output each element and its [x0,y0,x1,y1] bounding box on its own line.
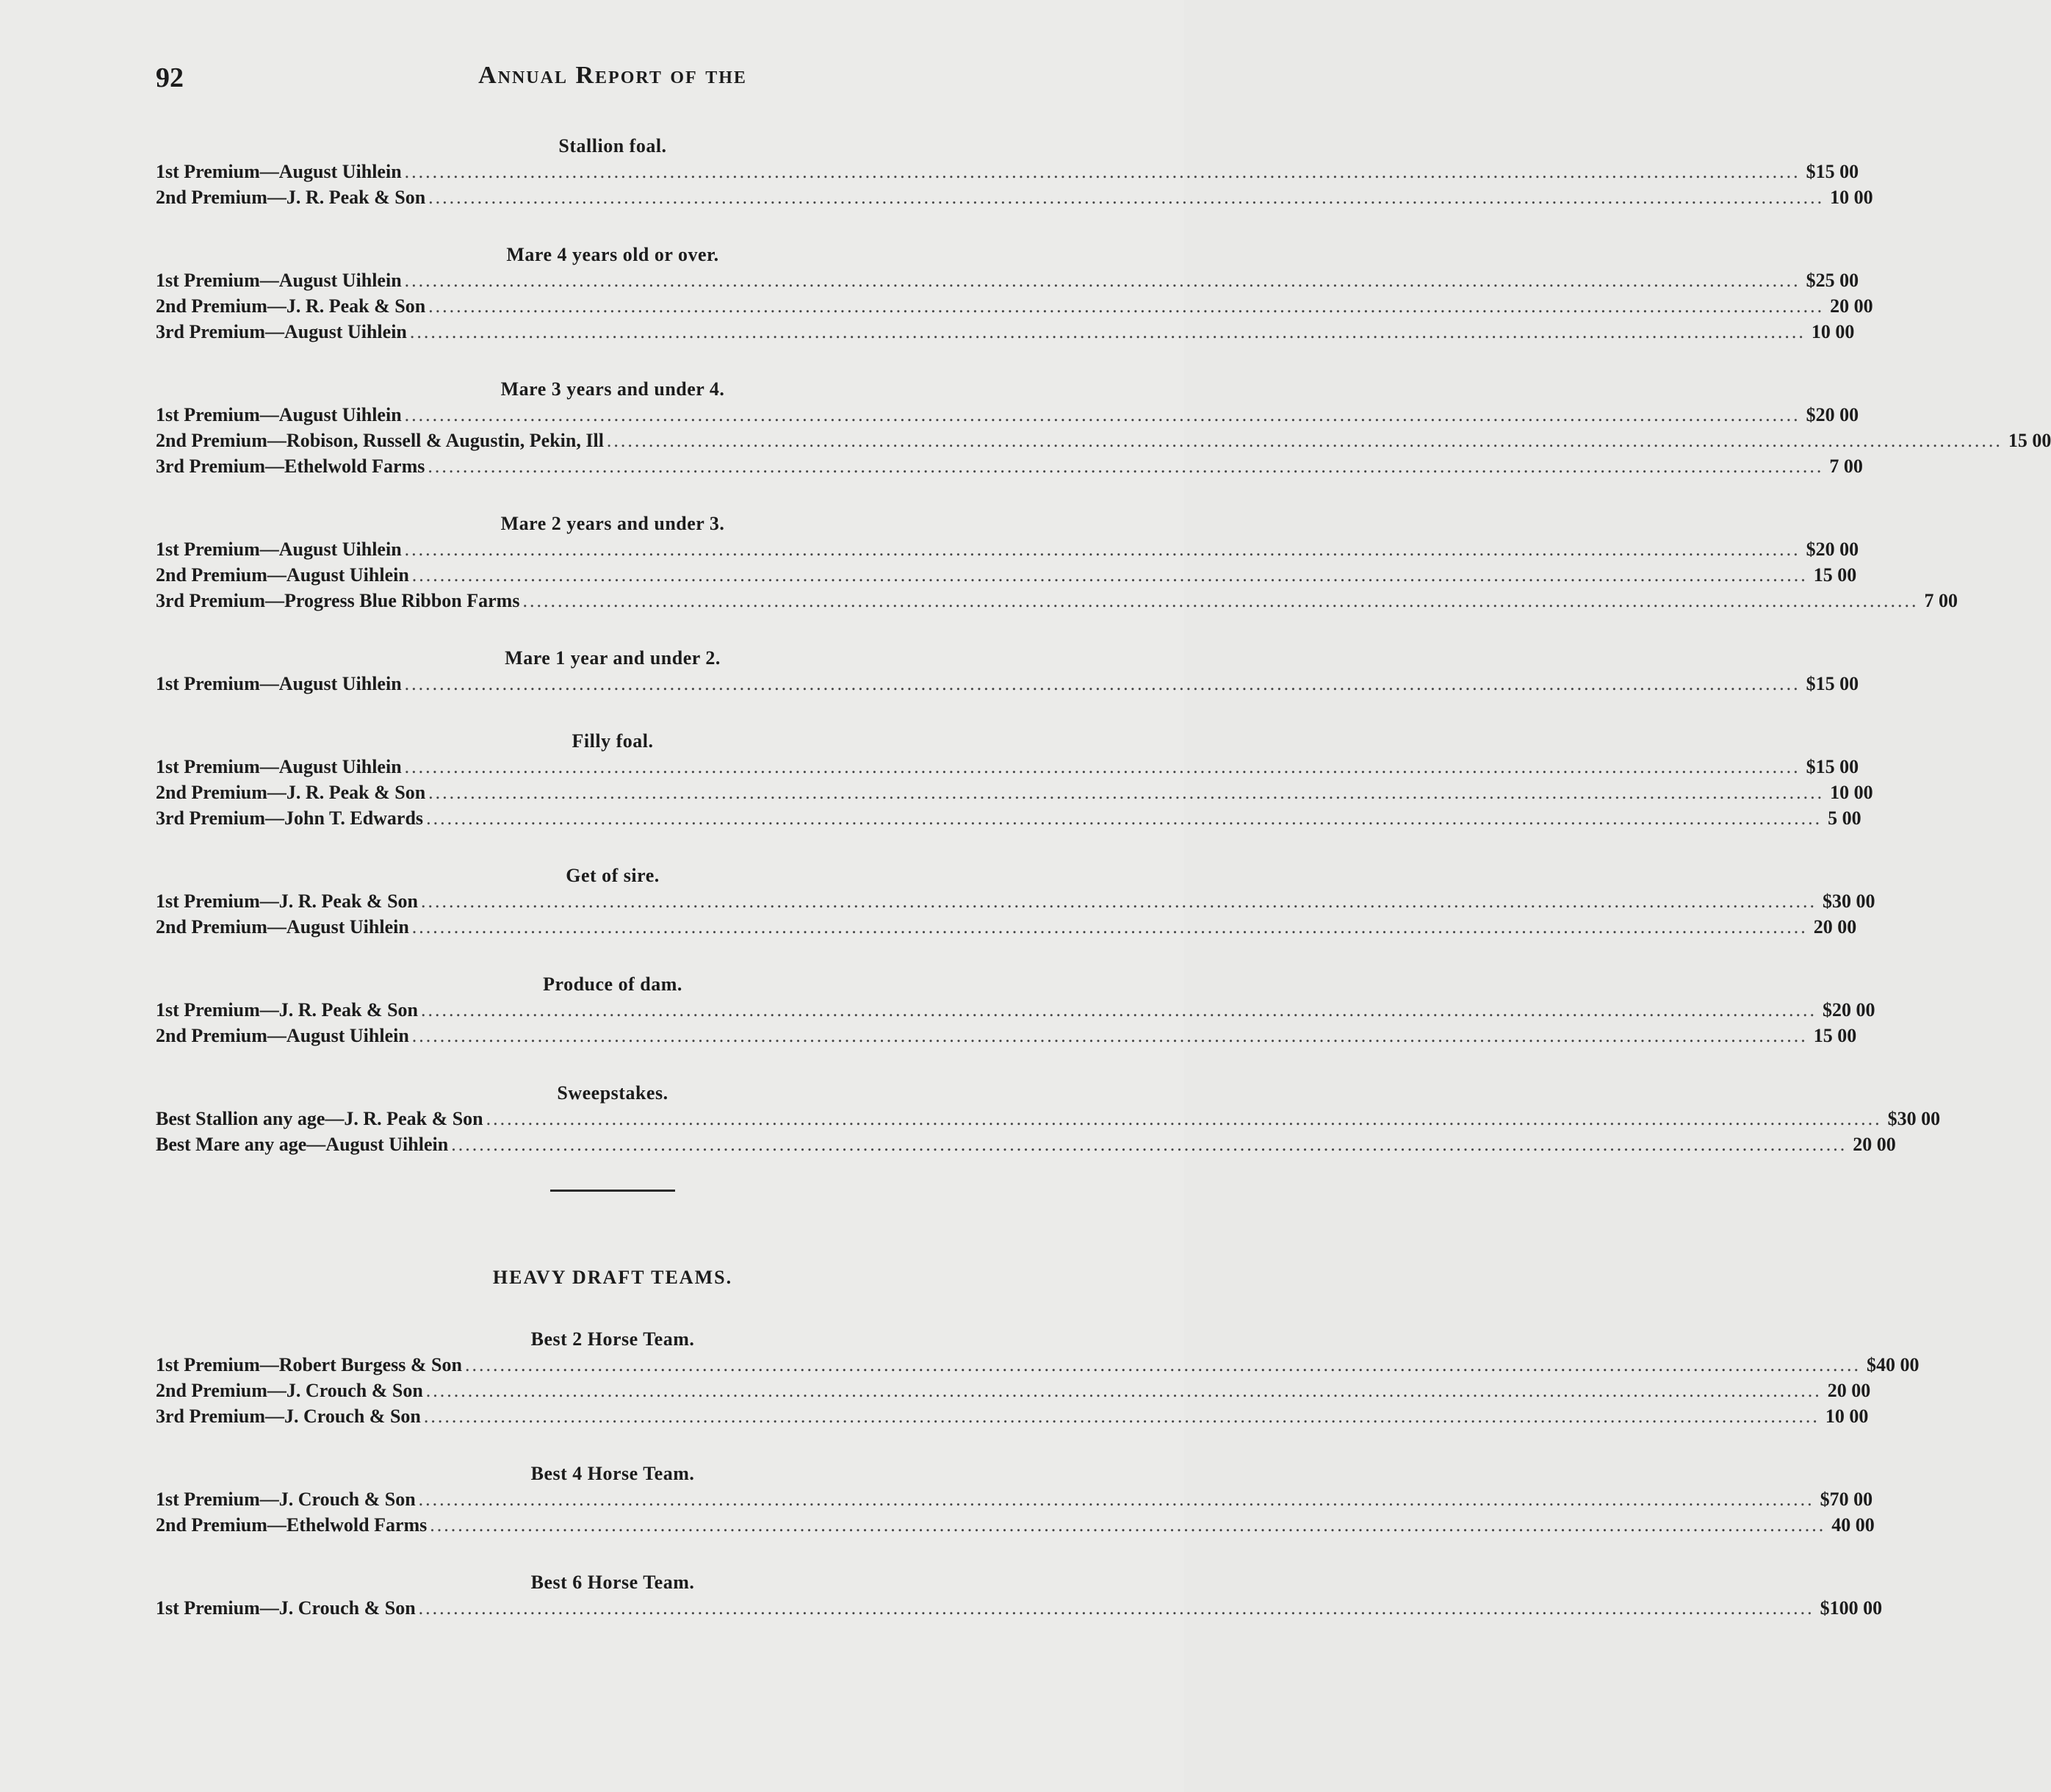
premium-list-bottom [156,1327,1920,1621]
premium-section [156,646,1859,697]
premium-section [156,1461,1875,1538]
premium-winner: 3rd Premium—August Uihlein [156,321,407,342]
premium-row [156,1595,1883,1621]
premium-winner: 1st Premium—August Uihlein [156,270,402,291]
premium-winner: Best Stallion any age—J. R. Peak & Son [156,1108,483,1129]
premium-amount: 20 00 [1813,916,1857,938]
page-content [156,134,2051,1653]
premium-winner: 1st Premium—August Uihlein [156,161,402,182]
section-heading: Get of sire. [566,865,660,886]
dot-leader: ........................................................................................................................................................................................................ [428,782,1825,803]
premium-row [156,428,2051,453]
dot-leader: ........................................................................................................................................................................................................ [428,456,1824,477]
premium-winner: 1st Premium—Robert Burgess & Son [156,1354,462,1375]
premium-winner: 3rd Premium—J. Crouch & Son [156,1406,421,1427]
premium-amount: 20 00 [1853,1134,1896,1155]
premium-row [156,562,1857,588]
premium-amount: 5 00 [1828,807,1861,829]
premium-amount: 40 00 [1831,1514,1875,1536]
dot-leader: ........................................................................................................................................................................................................ [426,807,1823,829]
section-heading: Produce of dam. [543,974,682,995]
dot-leader: ........................................................................................................................................................................................................ [428,295,1825,317]
premium-winner: 2nd Premium—Robison, Russell & Augustin, Pekin, Ill [156,430,604,451]
premium-winner: 2nd Premium—August Uihlein [156,1025,409,1046]
premium-amount: 10 00 [1811,321,1855,342]
dot-leader: ........................................................................................................................................................................................................ [421,890,1817,912]
premium-row [156,293,1873,319]
main-heading: HEAVY DRAFT TEAMS. [492,1267,733,1288]
premium-row [156,1403,1869,1429]
dot-leader: ........................................................................................................................................................................................................ [430,1514,1826,1536]
section-heading: Best 2 Horse Team. [530,1328,695,1350]
premium-winner: 2nd Premium—August Uihlein [156,916,409,938]
premium-winner: 1st Premium—August Uihlein [156,673,402,694]
premium-row [156,267,1859,293]
premium-amount: $40 00 [1866,1354,1920,1375]
premium-amount: $15 00 [1806,756,1859,777]
section-heading: Mare 4 years old or over. [506,244,719,265]
section-heading: Best 4 Horse Team. [530,1463,695,1484]
premium-row [156,1486,1873,1512]
premium-winner: 1st Premium—J. Crouch & Son [156,1597,416,1619]
premium-row [156,754,1859,780]
running-title: Annual Report of the [478,62,747,89]
premium-winner: 1st Premium—August Uihlein [156,756,402,777]
premium-winner: 1st Premium—J. R. Peak & Son [156,890,419,912]
premium-section [156,242,1873,345]
premium-row [156,1512,1875,1538]
premium-amount: $100 00 [1820,1597,1883,1619]
premium-winner: 2nd Premium—J. R. Peak & Son [156,782,426,803]
premium-winner: 2nd Premium—J. R. Peak & Son [156,187,426,208]
dot-leader: ........................................................................................................................................................................................................ [411,564,1808,586]
premium-winner: 2nd Premium—J. R. Peak & Son [156,295,426,317]
dot-leader: ........................................................................................................................................................................................................ [451,1134,1848,1155]
premium-winner: 2nd Premium—J. Crouch & Son [156,1380,423,1401]
dot-leader: ........................................................................................................................................................................................................ [606,430,2003,451]
page-header [156,62,1070,98]
premium-row [156,914,1857,940]
section-heading: Mare 1 year and under 2. [505,647,721,669]
premium-amount: $15 00 [1806,673,1859,694]
dot-leader: ........................................................................................................................................................................................................ [404,539,1801,560]
dot-leader: ........................................................................................................................................................................................................ [464,1354,1861,1375]
dot-leader: ........................................................................................................................................................................................................ [522,590,1919,611]
section-heading: Mare 3 years and under 4. [500,378,725,400]
premium-winner: 2nd Premium—Ethelwold Farms [156,1514,428,1536]
dot-leader: ........................................................................................................................................................................................................ [404,673,1801,694]
premium-row [156,888,1875,914]
premium-amount: 20 00 [1830,295,1873,317]
premium-winner: 1st Premium—August Uihlein [156,404,402,425]
premium-amount: 15 00 [1813,1025,1857,1046]
premium-amount: 15 00 [2008,430,2051,451]
dot-leader: ........................................................................................................................................................................................................ [418,1597,1814,1619]
dot-leader: ........................................................................................................................................................................................................ [404,270,1801,291]
premium-row [156,671,1859,697]
premium-section [156,1327,1920,1429]
dot-leader: ........................................................................................................................................................................................................ [411,916,1808,938]
dot-leader: ........................................................................................................................................................................................................ [425,1380,1822,1401]
premium-row [156,402,1859,428]
premium-row [156,997,1875,1023]
dot-leader: ........................................................................................................................................................................................................ [409,321,1806,342]
premium-row [156,319,1855,345]
premium-amount: $70 00 [1820,1489,1873,1510]
premium-section [156,729,1873,831]
page-number: 92 [156,62,184,93]
premium-row [156,1023,1857,1048]
premium-winner: 1st Premium—J. R. Peak & Son [156,999,419,1021]
premium-amount: 10 00 [1830,187,1873,208]
section-heading: Mare 2 years and under 3. [500,513,725,534]
premium-section [156,972,1875,1048]
premium-amount: 7 00 [1924,590,1958,611]
premium-row [156,1106,1941,1131]
premium-row [156,453,1863,479]
section-heading: Best 6 Horse Team. [530,1572,695,1593]
dot-leader: ........................................................................................................................................................................................................ [486,1108,1882,1129]
premium-winner: 3rd Premium—Ethelwold Farms [156,456,425,477]
dot-leader: ........................................................................................................................................................................................................ [421,999,1817,1021]
premium-winner: 2nd Premium—August Uihlein [156,564,409,586]
premium-amount: $20 00 [1806,539,1859,560]
premium-winner: Best Mare any age—August Uihlein [156,1134,449,1155]
premium-section [156,511,1958,613]
premium-section [156,134,1873,210]
section-heading: Sweepstakes. [557,1082,668,1104]
premium-row [156,184,1873,210]
premium-row [156,588,1958,613]
dot-leader: ........................................................................................................................................................................................................ [404,756,1801,777]
premium-section [156,1570,1883,1621]
section-heading: Filly foal. [572,730,654,752]
premium-amount: 10 00 [1825,1406,1869,1427]
premium-winner: 3rd Premium—John T. Edwards [156,807,424,829]
premium-row [156,780,1873,805]
premium-amount: $20 00 [1806,404,1859,425]
dot-leader: ........................................................................................................................................................................................................ [404,404,1801,425]
premium-section [156,377,2051,479]
premium-winner: 1st Premium—August Uihlein [156,539,402,560]
premium-row [156,1378,1871,1403]
premium-amount: 7 00 [1829,456,1863,477]
premium-amount: 10 00 [1830,782,1873,803]
dot-leader: ........................................................................................................................................................................................................ [418,1489,1814,1510]
premium-section [156,863,1875,940]
premium-amount: $20 00 [1823,999,1875,1021]
premium-row [156,1352,1920,1378]
premium-amount: 20 00 [1827,1380,1871,1401]
dot-leader: ........................................................................................................................................................................................................ [428,187,1825,208]
premium-row [156,536,1859,562]
premium-amount: $30 00 [1887,1108,1941,1129]
dot-leader: ........................................................................................................................................................................................................ [411,1025,1808,1046]
premium-amount: $15 00 [1806,161,1859,182]
section-heading: Stallion foal. [558,135,667,156]
dot-leader: ........................................................................................................................................................................................................ [423,1406,1820,1427]
premium-winner: 1st Premium—J. Crouch & Son [156,1489,416,1510]
premium-section [156,1081,1941,1157]
premium-amount: $25 00 [1806,270,1859,291]
section-divider [550,1190,675,1192]
premium-row [156,805,1861,831]
premium-row [156,159,1859,184]
premium-amount: $30 00 [1823,890,1875,912]
premium-winner: 3rd Premium—Progress Blue Ribbon Farms [156,590,520,611]
premium-amount: 15 00 [1813,564,1857,586]
premium-list-top [156,134,2051,1157]
dot-leader: ........................................................................................................................................................................................................ [404,161,1801,182]
premium-row [156,1131,1896,1157]
